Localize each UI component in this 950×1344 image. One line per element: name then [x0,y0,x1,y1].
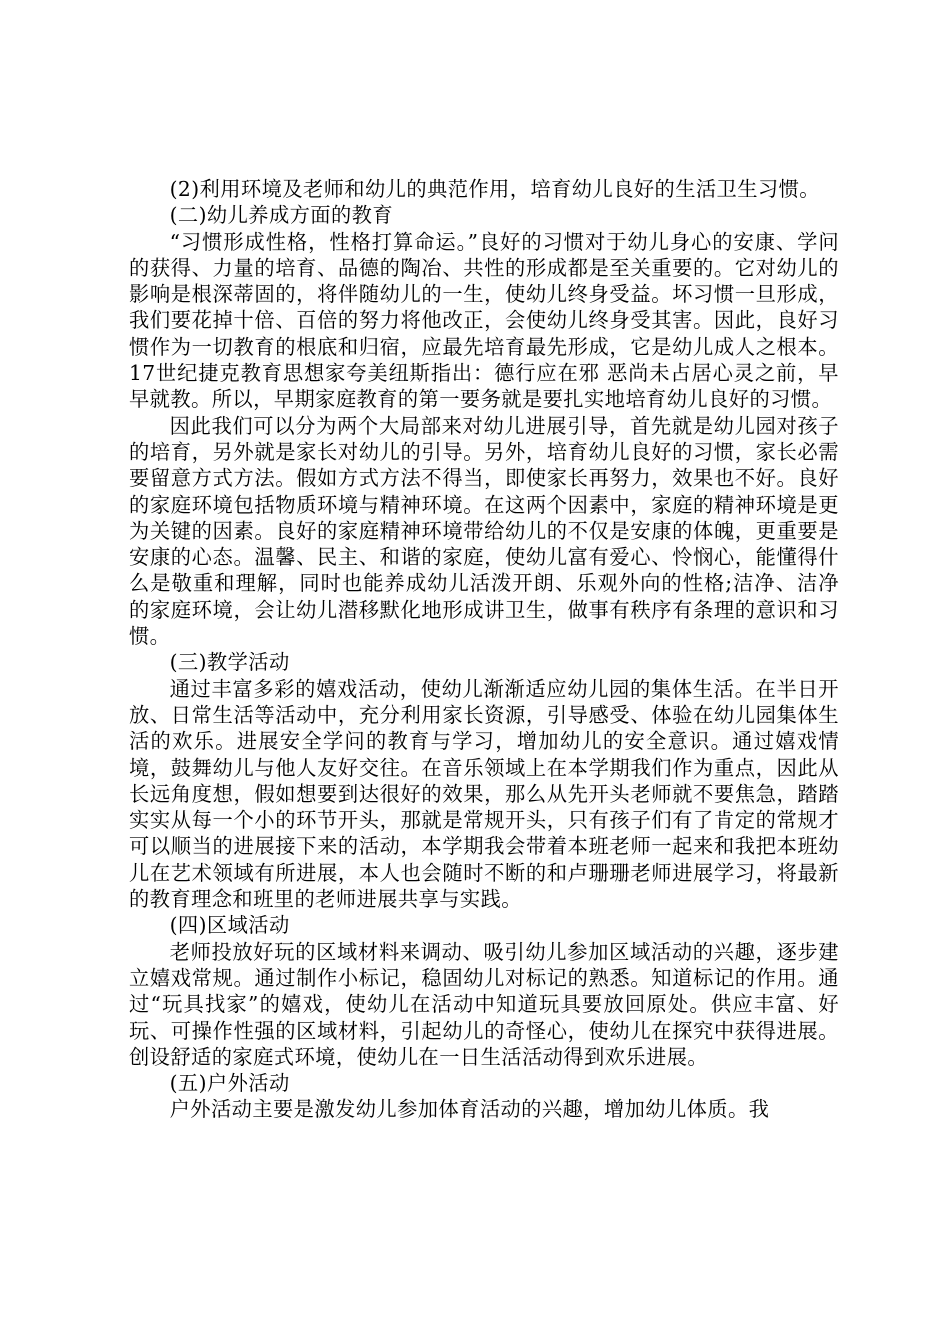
section-heading-area-activities: (四)区域活动 [169,913,290,938]
document-body [129,176,839,1123]
section-heading-outdoor-activities: (五)户外活动 [169,1071,290,1096]
section-heading-teaching-activities: (三)教学活动 [169,650,290,675]
paragraph-outdoor-activities: 户外活动主要是激发幼儿参加体育活动的兴趣，增加幼儿体质。我 [169,1097,770,1122]
paragraph-home-environment: 因此我们可以分为两个大局部来对幼儿进展引导，首先就是幼儿园对孩子的培育，另外就是家长对幼儿的引导。另外，培育幼儿良好的习惯，家长必需要留意方式方法。假如方式方法不得当，即使家长再努力，效果也不好。良好的家庭环境包括物质环境与精神环境。在这两个因素中，家庭的精神环境是更为关键的因素。良好的家庭精神环境带给幼儿的不仅是安康的体魄，更重要是安康的心态。温馨、民主、和谐的家庭，使幼儿富有爱心、怜悯心，能懂得什么是敬重和理解，同时也能养成幼儿活泼开朗、乐观外向的性格;洁净、洁净的家庭环境，会让幼儿潜移默化地形成讲卫生，做事有秩序有条理的意识和习惯。 [129,413,839,649]
paragraph-habit-importance: “习惯形成性格，性格打算命运。”良好的习惯对于幼儿身心的安康、学问的获得、力量的培育、品德的陶冶、共性的形成都是至关重要的。它对幼儿的影响是根深蒂固的，将伴随幼儿的一生，使幼儿终身受益。坏习惯一旦形成，我们要花掉十倍、百倍的努力将他改正，会使幼儿终身受其害。因此，良好习惯作为一切教育的根底和归宿，应最先培育最先形成，它是幼儿成人之根本。17世纪捷克教育思想家夸美纽斯指出：德行应在邪 恶尚未占居心灵之前，早早就教。所以，早期家庭教育的第一要务就是要扎实地培育幼儿良好的习惯。 [129,229,839,412]
paragraph-area-activities: 老师投放好玩的区域材料来调动、吸引幼儿参加区域活动的兴趣，逐步建立嬉戏常规。通过制作小标记，稳固幼儿对标记的熟悉。知道标记的作用。通过“玩具找家”的嬉戏，使幼儿在活动中知道玩具要放回原处。供应丰富、好玩、可操作性强的区域材料，引起幼儿的奇怪心，使幼儿在探究中获得进展。创设舒适的家庭式环境，使幼儿在一日生活活动得到欢乐进展。 [129,939,839,1069]
paragraph-hygiene-habits: (2)利用环境及老师和幼儿的典范作用，培育幼儿良好的生活卫生习惯。 [169,177,820,201]
paragraph-teaching-activities: 通过丰富多彩的嬉戏活动，使幼儿渐渐适应幼儿园的集体生活。在半日开放、日常生活等活动中，充分利用家长资源，引导感受、体验在幼儿园集体生活的欢乐。进展安全学问的教育与学习，增加幼儿的安全意识。通过嬉戏情境，鼓舞幼儿与他人友好交往。在音乐领域上在本学期我们作为重点，因此从长远角度想，假如想要到达很好的效果，那么从先开头老师就不要焦急，踏踏实实从每一个小的环节开头，那就是常规开头，只有孩子们有了肯定的常规才可以顺当的进展接下来的活动，本学期我会带着本班老师一起来和我把本班幼儿在艺术领域有所进展，本人也会随时不断的和卢珊珊老师进展学习，将最新的教育理念和班里的老师进展共享与实践。 [129,676,839,912]
section-heading-habit-education: (二)幼儿养成方面的教育 [169,203,394,228]
